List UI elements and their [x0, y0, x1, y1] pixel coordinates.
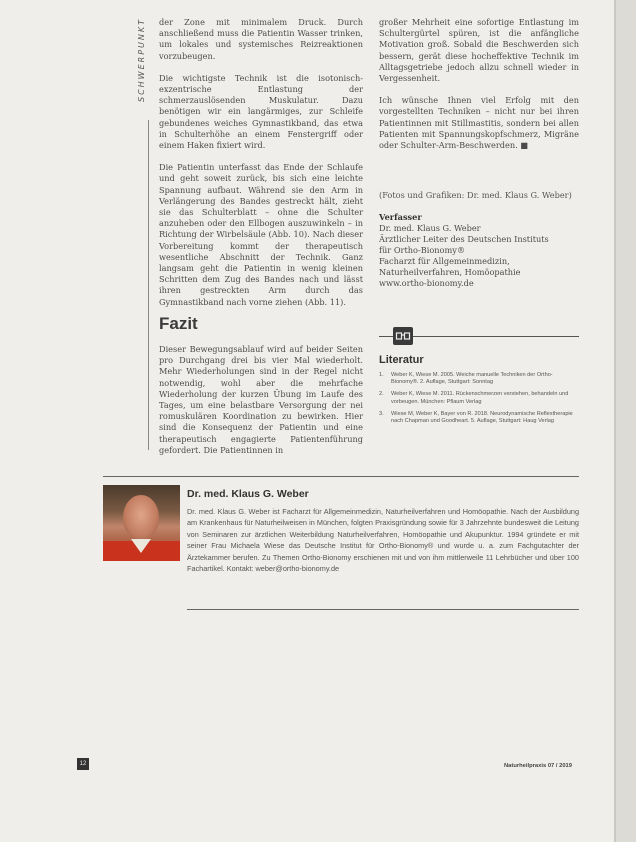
right-paragraph: Ich wünsche Ihnen viel Erfolg mit den vorgestellten Techniken – nicht nur bei ihren Patientinnen mit Stillmastitis, sondern bei allen Patienten mit Spannungskopfschmerz, Migräne oder Schulter-Arm-Beschwerden. ■: [379, 95, 579, 151]
author-box: [379, 212, 579, 289]
photo-credit: (Fotos und Grafiken: Dr. med. Klaus G. Weber): [379, 190, 572, 200]
facing-page-edge: [614, 0, 636, 842]
author-photo: [103, 485, 180, 561]
author-line: Naturheilverfahren, Homöopathie: [379, 267, 521, 277]
fazit-text: Dieser Bewegungsablauf wird auf beider Seiten pro Durchgang drei bis vier Mal wiederholt. Mehr Wiederholungen sind in der Regel nicht notwendig, wohl aber die mehrfache Wiederholung der kurzen Übung im Laufe des Tages, um eine belastbare Versorgung der nei romuskulären Koordination zu bewirken. Hier sind die Konsequenz der Patientin und eine therapeutisch engagierte Patientenführung gefordert. Die Patientinnen in: [159, 344, 363, 455]
fazit-heading: Fazit: [159, 314, 198, 333]
author-line: für Ortho-Bionomy®: [379, 245, 466, 255]
left-paragraph: Die Patientin unterfasst das Ende der Schlaufe und geht soweit zurück, bis sich eine leichte Spannung aufbaut. Während sie den Arm in Verlängerung des Bandes gestreckt hält, zieht sie das Schulterblatt – ohne die Schulter anzuheben oder den Ellbogen auszuwinkeln – in Richtung der Wirbelsäule (Abb. 10). Nach dieser Vorbereitung kommt der therapeutisch wesentliche Abschnitt der Technik. Ganz langsam geht die Patientin in wenig kleinen Schritten dem Zug des Bandes nach und lässt ihren gestreckten Arm durch das Gymnastikband nach vorne ziehen (Abb. 11).: [159, 162, 363, 307]
literature-heading: Literatur: [379, 354, 424, 366]
right-column: [379, 17, 579, 162]
author-website[interactable]: www.ortho-bionomy.de: [379, 278, 474, 288]
literature-text: Weber K, Wiese M. 2005. Weiche manuelle Techniken der Ortho-Bionomy®. 2. Auflage, Stuttgart: Sonntag: [391, 372, 553, 386]
literature-number: 3.: [379, 410, 384, 417]
author-face: [123, 495, 159, 539]
author-line: Dr. med. Klaus G. Weber: [379, 223, 481, 233]
section-label: SCHWERPUNKT: [137, 18, 146, 102]
literature-item: [379, 372, 579, 386]
author-line: Ärztlicher Leiter des Deutschen Instituts: [379, 234, 549, 244]
author-line: Facharzt für Allgemeinmedizin,: [379, 256, 510, 266]
page-number: 12: [77, 758, 89, 770]
bio-rule-bottom: [187, 609, 579, 610]
literature-item: [379, 391, 579, 405]
author-heading: Verfasser: [379, 212, 422, 222]
bio-rule-top: [103, 476, 579, 477]
literature-text: Weber K, Wiese M. 2011. Rückenschmerzen verstehen, behandeln und vorbeugen. München: Pflaum Verlag: [391, 391, 569, 405]
literature-number: 1.: [379, 372, 384, 378]
literature-item: [379, 411, 579, 425]
literature-text: Wiese M, Weber K, Bayer von R. 2018. Neurodynamische Reflextherapie nach Chapman und Goodheart. 5. Auflage, Stuttgart: Haug Verlag: [391, 410, 573, 425]
bio-text: Dr. med. Klaus G. Weber ist Facharzt für Allgemeinmedizin, Naturheilverfahren und Homöopathie. Nach der Ausbildung am Krankenhaus für Naturheilweisen in München, folgten Praxisgründung sowie für 3 Jahrzehnte bundesweit die Leitung von Seminaren zur ärztlichen Weiterbildung Naturheilverfahren, Homöopathie und Akupunktur. 1994 gründete er mit seiner Frau Michaela Wiese das Deutsche Institut für Ortho-Bionomy® und wurde u. a. zum Fachgutachter der Ärztekammer berufen. Zu Themen Ortho-Bionomy erschienen mit und von ihm mittlerweile 11 Lehrbücher und über 100 Fachartikel. Kontakt: weber@ortho-bionomy.de: [187, 507, 579, 574]
right-paragraph: großer Mehrheit eine sofortige Entlastung im Schultergürtel spüren, ist die anfängliche Motivation groß. Sobald die Beschwerden sich bessern, gerät diese hocheffektive Technik im Alltagsgetriebe jedoch allzu schnell wieder in Vergessenheit.: [379, 17, 579, 84]
left-paragraph: der Zone mit minimalem Druck. Durch anschließend muss die Patientin Wasser trinken, um lokales und systemisches Reizreaktionen vorzubeugen.: [159, 17, 363, 61]
left-paragraph: Die wichtigste Technik ist die isotonisch-exzentrische Entlastung der schmerzauslösenden Muskulatur. Dazu benötigen wir ein langärmiges, zur Schleife gebundenes weiches Gymnastikband, das etwa in Schulterhöhe an einem Fenstergriff oder einem Haken fixiert wird.: [159, 72, 363, 151]
literature-number: 2.: [379, 391, 384, 398]
bio-name: Dr. med. Klaus G. Weber: [187, 488, 309, 500]
left-column: [159, 17, 363, 319]
journal-footer: Naturheilpraxis 07 / 2019: [504, 763, 572, 769]
section-rule: [148, 120, 149, 450]
literature-list: [379, 372, 579, 430]
glasses-icon: [393, 327, 413, 345]
